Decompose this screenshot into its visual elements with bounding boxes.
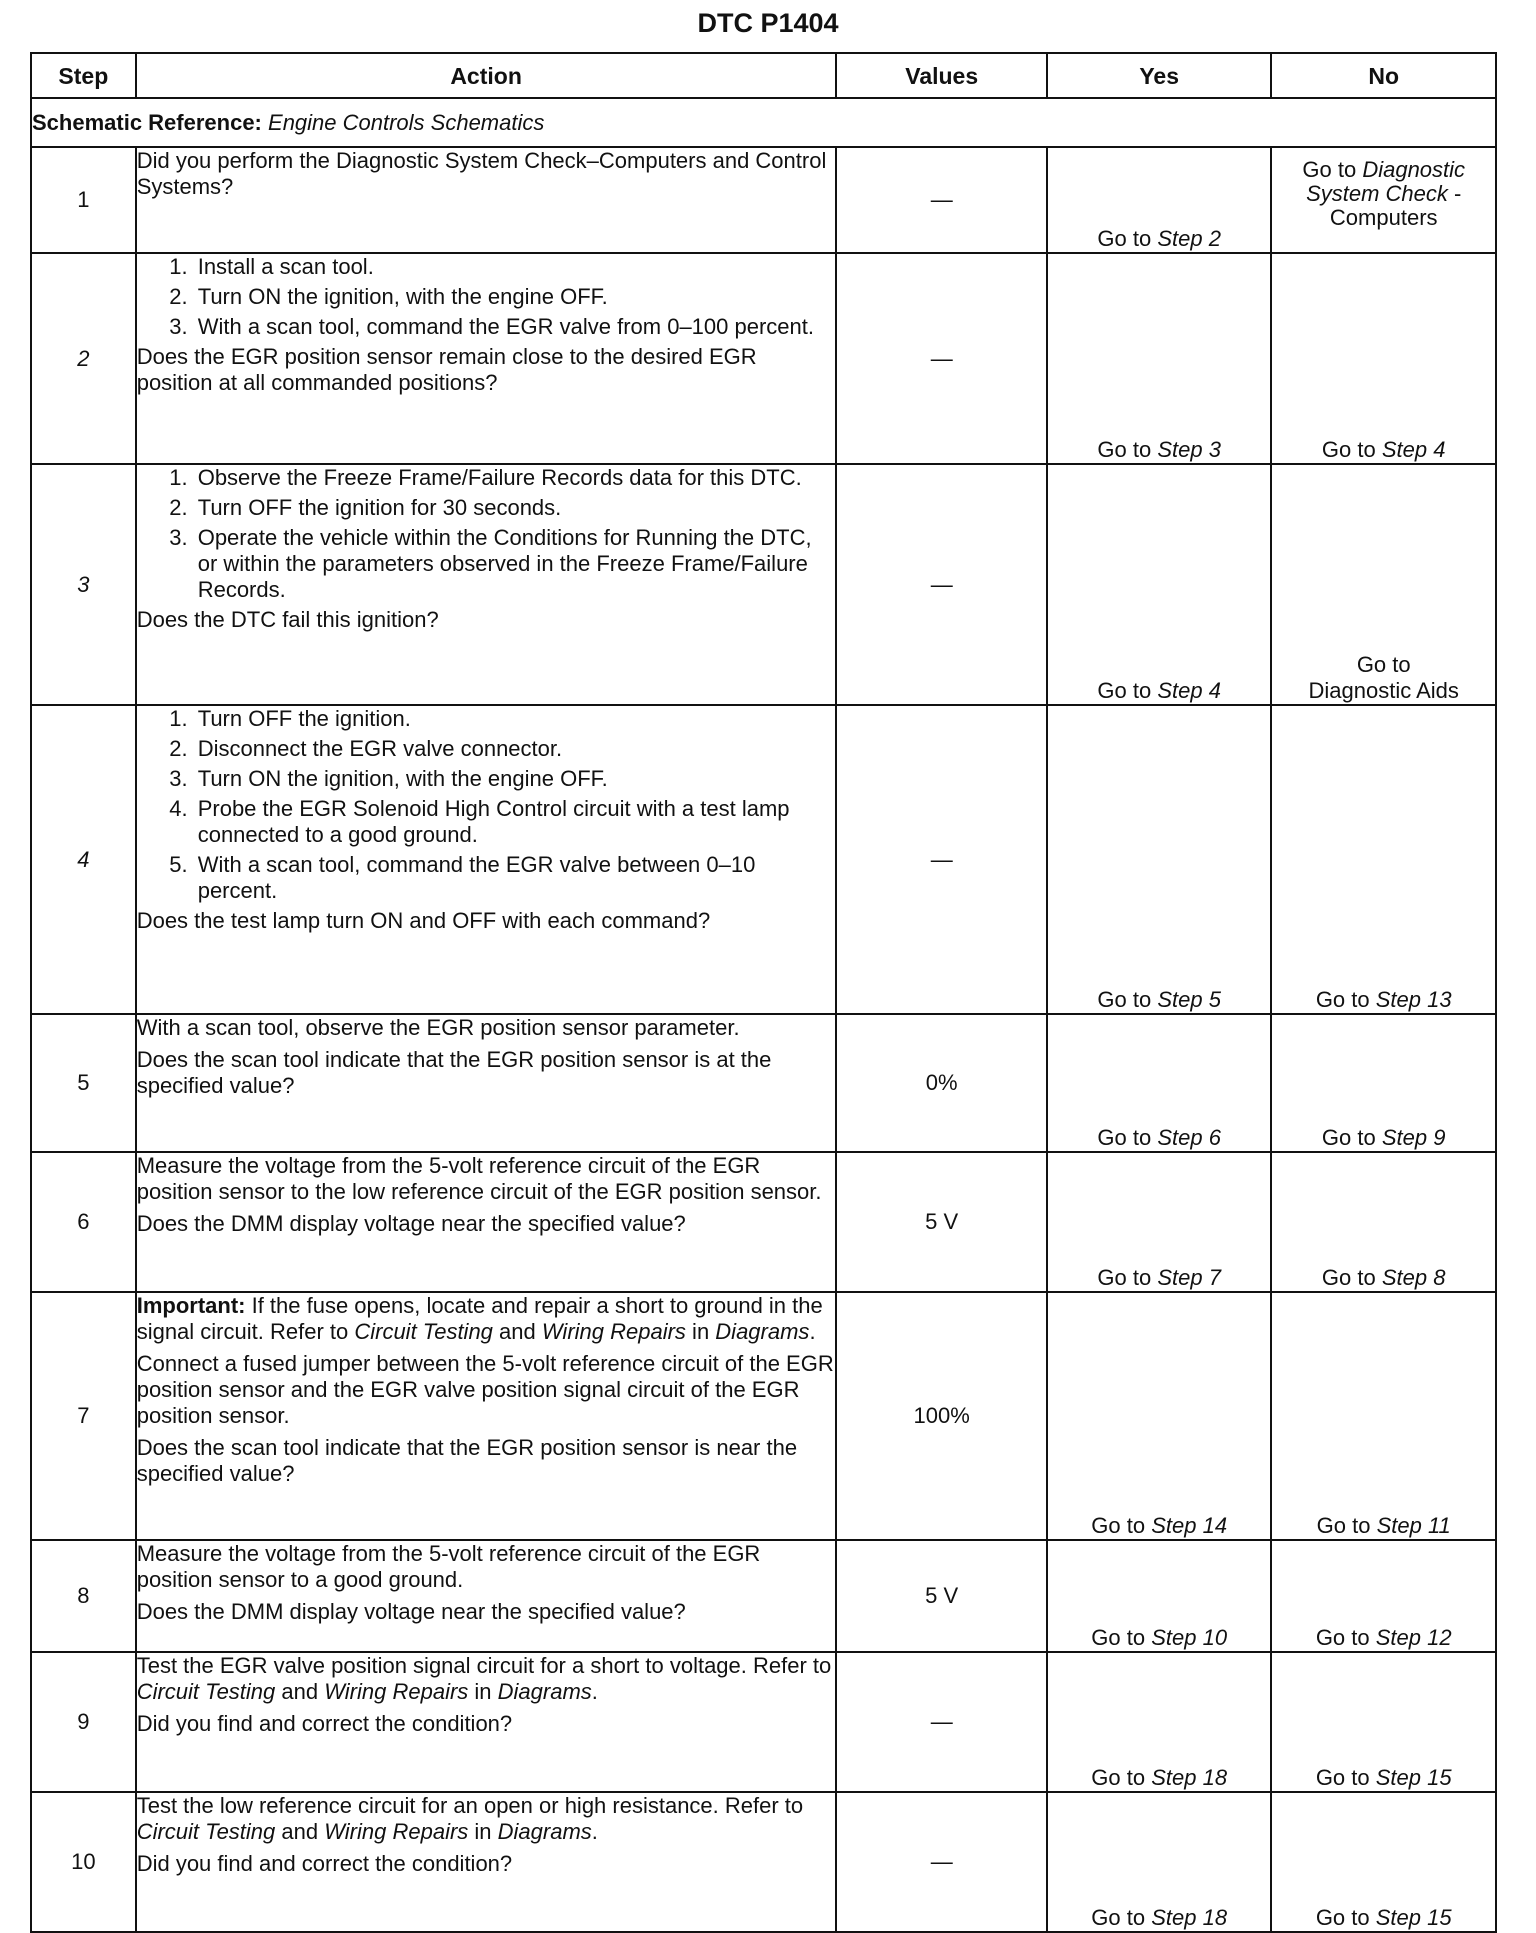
value-cell: — [836, 705, 1046, 1014]
yes-step-link: 3 [1208, 437, 1221, 462]
step-number: 4 [31, 705, 136, 1014]
action-question: Did you find and correct the condition? [136, 1711, 513, 1736]
yes-step-link: 5 [1208, 987, 1221, 1012]
table-row [31, 1152, 1496, 1292]
schematic-row [31, 98, 1496, 147]
list-item: 3. Turn ON the ignition, with the engine OFF. [194, 766, 836, 792]
schematic-label: Schematic Reference: [32, 109, 262, 135]
list-item: 3. Operate the vehicle within the Conditions for Running the DTC, or within the parameters observed in the Freeze Frame/Failure Records. [194, 525, 836, 603]
value-cell: 5 V [836, 1152, 1046, 1292]
action-cell [136, 147, 837, 253]
no-step-link: 9 [1433, 1125, 1446, 1150]
header-no: No [1271, 53, 1496, 98]
yes-cell: Go to Step 5 [1047, 705, 1272, 1014]
yes-step-link: 6 [1208, 1125, 1221, 1150]
value-cell: 100% [836, 1292, 1046, 1540]
action-text: With a scan tool, observe the EGR position sensor parameter. [136, 1015, 740, 1040]
value-cell: — [836, 1652, 1046, 1792]
table-row [31, 1014, 1496, 1152]
no-cell: Go to Step 13 [1271, 705, 1496, 1014]
step-number: 8 [31, 1540, 136, 1652]
list-item: 4. Probe the EGR Solenoid High Control circuit with a test lamp connected to a good ground. [194, 796, 836, 848]
no-step-link: 11 [1427, 1513, 1451, 1538]
list-item: 1. Turn OFF the ignition. [194, 706, 836, 732]
yes-cell: Go to Step 10 [1047, 1540, 1272, 1652]
yes-cell: Go to Step 3 [1047, 253, 1272, 464]
step-number: 2 [31, 253, 136, 464]
action-cell [136, 253, 837, 464]
action-question: Does the DMM display voltage near the specified value? [136, 1211, 686, 1236]
action-list [137, 254, 836, 340]
action-question: Did you perform the Diagnostic System Check–Computers and Control Systems? [136, 148, 827, 199]
table-row [31, 1540, 1496, 1652]
list-item: 1. Install a scan tool. [194, 254, 836, 280]
step-number: 10 [31, 1792, 136, 1932]
action-cell [136, 705, 837, 1014]
value-cell: — [836, 253, 1046, 464]
diagnostic-table [30, 52, 1497, 1933]
yes-step-link: 4 [1208, 678, 1221, 703]
action-text: Connect a fused jumper between the 5-volt reference circuit of the EGR position sensor and the EGR valve position signal circuit of the EGR position sensor. [136, 1351, 834, 1428]
header-values: Values [836, 53, 1046, 98]
yes-step-link: 7 [1208, 1265, 1221, 1290]
action-cell [136, 1292, 837, 1540]
table-row [31, 1292, 1496, 1540]
no-step-link: 15 [1427, 1905, 1452, 1930]
no-step-link: 4 [1433, 437, 1446, 462]
no-step-link: 12 [1427, 1625, 1452, 1650]
header-row [31, 53, 1496, 98]
action-cell [136, 1792, 837, 1932]
header-step: Step [31, 53, 136, 98]
list-item: 2. Turn OFF the ignition for 30 seconds. [194, 495, 836, 521]
yes-step-link: 10 [1202, 1625, 1228, 1650]
list-item: 2. Turn ON the ignition, with the engine OFF. [194, 284, 836, 310]
action-cell [136, 1540, 837, 1652]
action-text: Measure the voltage from the 5-volt reference circuit of the EGR position sensor to a good ground. [136, 1541, 761, 1592]
important-note: Important: If the fuse opens, locate and repair a short to ground in the signal circuit. Refer to Circuit Testing and Wiring Repairs in Diagrams. [136, 1293, 823, 1344]
yes-step-link: 14 [1202, 1513, 1228, 1538]
page-title: DTC P1404 [697, 8, 839, 38]
list-item: 1. Observe the Freeze Frame/Failure Records data for this DTC. [194, 465, 836, 491]
header-action: Action [136, 53, 837, 98]
diagnostic-aids-link: Diagnostic Aids [1308, 678, 1459, 703]
table-row [31, 1792, 1496, 1932]
yes-cell: Go to Step 7 [1047, 1152, 1272, 1292]
no-cell: Go to Step 11 [1271, 1292, 1496, 1540]
step-number: 9 [31, 1652, 136, 1792]
action-question: Does the DMM display voltage near the specified value? [136, 1599, 686, 1624]
no-cell: Go to Step 9 [1271, 1014, 1496, 1152]
value-cell: 5 V [836, 1540, 1046, 1652]
no-step-link: 8 [1433, 1265, 1446, 1290]
step-number: 5 [31, 1014, 136, 1152]
action-question: Does the EGR position sensor remain close to the desired EGR position at all commanded positions? [136, 344, 757, 395]
action-text: Test the EGR valve position signal circuit for a short to voltage. Refer to Circuit Testing and Wiring Repairs in Diagrams. [136, 1653, 832, 1704]
value-cell: — [836, 147, 1046, 253]
action-question: Does the test lamp turn ON and OFF with each command? [136, 908, 711, 933]
table-row [31, 1652, 1496, 1792]
yes-cell: Go to Step 2 [1047, 147, 1272, 253]
list-item: 3. With a scan tool, command the EGR valve from 0–100 percent. [194, 314, 836, 340]
list-item: 5. With a scan tool, command the EGR valve between 0–10 percent. [194, 852, 836, 904]
no-cell: Go to Diagnostic System Check - Computers [1271, 147, 1496, 253]
no-cell: Go to Step 4 [1271, 253, 1496, 464]
no-step-link: 15 [1427, 1765, 1452, 1790]
schematic-reference [31, 98, 1496, 147]
no-cell: Go to Step 15 [1271, 1792, 1496, 1932]
action-question: Does the DTC fail this ignition? [136, 607, 439, 632]
value-cell: — [836, 1792, 1046, 1932]
action-cell [136, 1014, 837, 1152]
step-number: 6 [31, 1152, 136, 1292]
value-cell: — [836, 464, 1046, 705]
action-list [137, 706, 836, 904]
table-row [31, 464, 1496, 705]
table-row [31, 147, 1496, 253]
yes-step-link: 18 [1202, 1765, 1228, 1790]
action-cell [136, 1152, 837, 1292]
action-question: Does the scan tool indicate that the EGR position sensor is near the specified value? [136, 1435, 798, 1486]
list-item: 2. Disconnect the EGR valve connector. [194, 736, 836, 762]
action-text: Measure the voltage from the 5-volt reference circuit of the EGR position sensor to the low reference circuit of the EGR position sensor. [136, 1153, 822, 1204]
yes-cell: Go to Step 18 [1047, 1652, 1272, 1792]
yes-cell: Go to Step 14 [1047, 1292, 1272, 1540]
yes-cell: Go to Step 6 [1047, 1014, 1272, 1152]
table-row [31, 705, 1496, 1014]
step-number: 3 [31, 464, 136, 705]
action-list [137, 465, 836, 603]
table-row [31, 253, 1496, 464]
action-cell [136, 464, 837, 705]
yes-step-link: 2 [1208, 226, 1221, 251]
action-text: Test the low reference circuit for an open or high resistance. Refer to Circuit Testing and Wiring Repairs in Diagrams. [136, 1793, 804, 1844]
action-question: Does the scan tool indicate that the EGR position sensor is at the specified value? [136, 1047, 772, 1098]
yes-cell: Go to Step 4 [1047, 464, 1272, 705]
value-cell: 0% [836, 1014, 1046, 1152]
yes-cell: Go to Step 18 [1047, 1792, 1272, 1932]
action-question: Did you find and correct the condition? [136, 1851, 513, 1876]
no-cell: Go to Diagnostic Aids [1271, 464, 1496, 705]
yes-step-link: 18 [1202, 1905, 1228, 1930]
no-step-link: 13 [1427, 987, 1452, 1012]
no-cell: Go to Step 8 [1271, 1152, 1496, 1292]
step-number: 7 [31, 1292, 136, 1540]
no-cell: Go to Step 15 [1271, 1652, 1496, 1792]
no-cell: Go to Step 12 [1271, 1540, 1496, 1652]
schematic-value: Engine Controls Schematics [268, 109, 545, 135]
header-yes: Yes [1047, 53, 1272, 98]
step-number: 1 [31, 147, 136, 253]
action-cell [136, 1652, 837, 1792]
